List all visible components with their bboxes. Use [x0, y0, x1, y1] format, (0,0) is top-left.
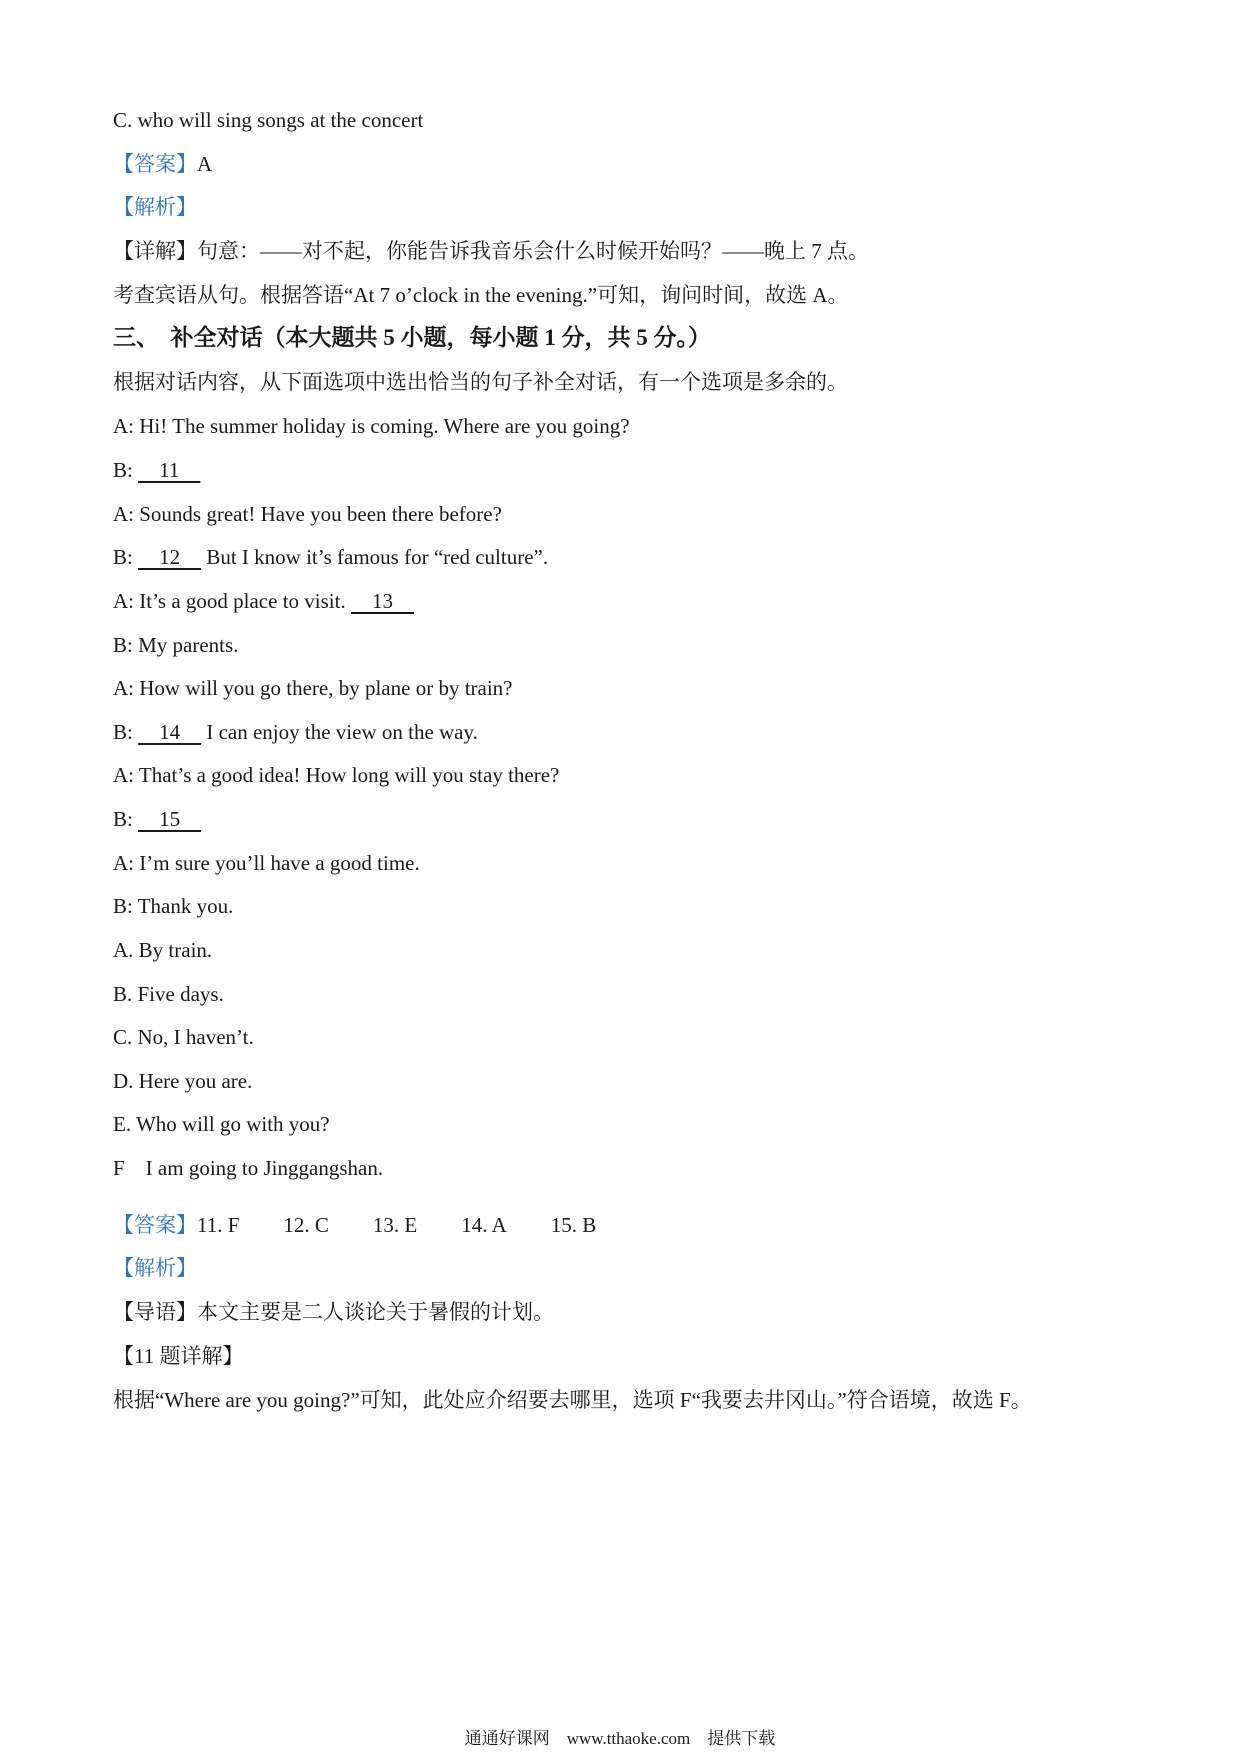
guide-text: 【导语】本文主要是二人谈论关于暑假的计划。 — [113, 1300, 554, 1324]
dialogue-line — [113, 761, 559, 789]
analysis-tag: 【解析】 — [113, 195, 197, 219]
answer-item: 15. B — [550, 1213, 597, 1237]
dialogue-text: I can enjoy the view on the way. — [201, 720, 478, 744]
answer-value: A — [197, 152, 213, 176]
dialogue-text: A: I’m sure you’ll have a good time. — [113, 851, 420, 875]
answers-line — [113, 1211, 640, 1239]
answer-tag: 【答案】 — [113, 152, 197, 176]
prev-answer-line — [113, 150, 212, 178]
prev-option-c: C. who will sing songs at the concert — [113, 108, 424, 132]
answer-item: 11. F — [197, 1213, 240, 1237]
dialogue-line — [113, 412, 630, 440]
answer-item: 14. A — [461, 1213, 507, 1237]
prev-detail: 【详解】句意：——对不起，你能告诉我音乐会什么时候开始吗？——晚上 7 点。 — [113, 239, 869, 263]
analysis-tag-2: 【解析】 — [113, 1256, 197, 1280]
dialogue-line — [113, 631, 238, 659]
dialogue-text: B: Thank you. — [113, 894, 234, 918]
answers-tag: 【答案】 — [113, 1213, 197, 1237]
dialogue-line — [113, 805, 201, 833]
dialogue-text: B: — [113, 545, 139, 569]
q11-title: 【11 题详解】 — [113, 1344, 244, 1368]
dialogue-line — [113, 892, 233, 920]
dialogue-line — [113, 587, 414, 615]
section-instruction: 根据对话内容，从下面选项中选出恰当的句子补全对话，有一个选项是多余的。 — [113, 370, 848, 394]
answer-item: 12. C — [283, 1213, 329, 1237]
blank-15: 15 — [138, 807, 202, 831]
blank-14: 14 — [138, 720, 202, 744]
dialogue-line — [113, 849, 420, 877]
dialogue-line — [113, 456, 200, 484]
option-b: B. Five days. — [113, 982, 224, 1006]
option-e: E. Who will go with you? — [113, 1112, 330, 1136]
option-a: A. By train. — [113, 938, 213, 962]
option-c: C. No, I haven’t. — [113, 1025, 254, 1049]
blank-13: 13 — [350, 589, 414, 613]
dialogue-line — [113, 718, 478, 746]
dialogue-text: A: It’s a good place to visit. — [113, 589, 351, 613]
q11-detail: 根据“Where are you going?”可知，此处应介绍要去哪里，选项 F“我要去井冈山。”符合语境，故选 F。 — [113, 1388, 1032, 1412]
dialogue-text: A: Hi! The summer holiday is coming. Where are you going? — [113, 414, 630, 438]
dialogue-line — [113, 500, 502, 528]
blank-12: 12 — [138, 545, 202, 569]
dialogue-text: But I know it’s famous for “red culture”. — [201, 545, 549, 569]
dialogue-text: B: — [113, 720, 139, 744]
section-heading: 三、 补全对话（本大题共 5 小题，每小题 1 分，共 5 分。） — [113, 325, 711, 350]
dialogue-text: B: — [113, 458, 139, 482]
option-d: D. Here you are. — [113, 1069, 253, 1093]
blank-11: 11 — [138, 458, 201, 482]
prev-reason: 考查宾语从句。根据答语“At 7 o’clock in the evening.”可知，询问时间，故选 A。 — [113, 283, 849, 307]
dialogue-text: A: How will you go there, by plane or by train? — [113, 676, 513, 700]
dialogue-text: A: That’s a good idea! How long will you stay there? — [113, 763, 560, 787]
dialogue-text: B: My parents. — [113, 633, 239, 657]
dialogue-text: B: — [113, 807, 139, 831]
dialogue-line — [113, 674, 513, 702]
page-footer: 通通好课网 www.tthaoke.com 提供下载 — [464, 1729, 776, 1748]
option-f: F I am going to Jinggangshan. — [113, 1156, 384, 1180]
dialogue-line — [113, 543, 548, 571]
dialogue-text: A: Sounds great! Have you been there before? — [113, 502, 502, 526]
answer-item: 13. E — [372, 1213, 418, 1237]
